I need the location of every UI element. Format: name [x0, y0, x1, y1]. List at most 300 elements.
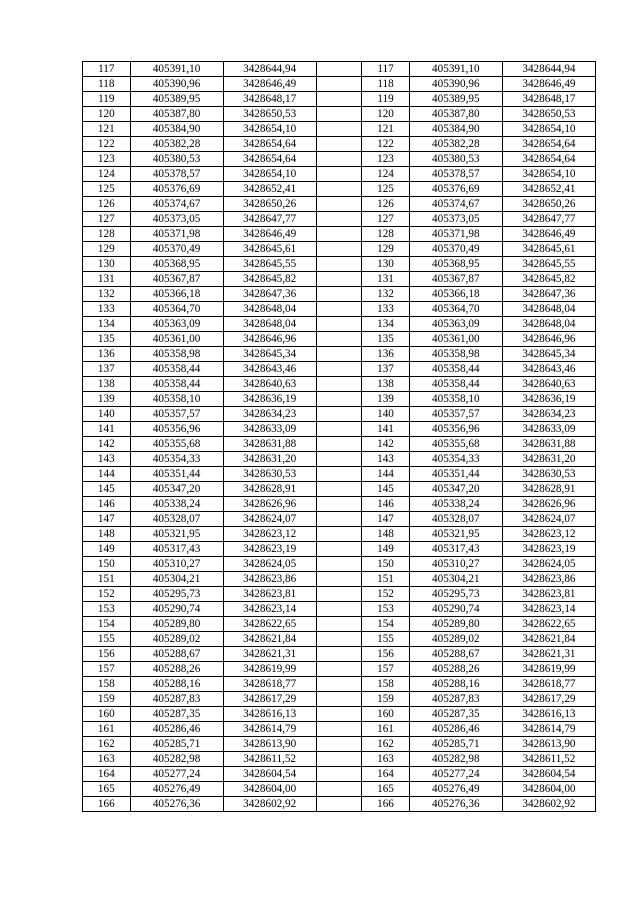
left-point-number-cell: 122	[83, 137, 131, 152]
spacer-cell	[316, 662, 362, 677]
spacer-cell	[316, 692, 362, 707]
table-row	[83, 302, 596, 317]
left-x-coordinate-cell: 405361,00	[130, 332, 223, 347]
right-y-coordinate-cell: 3428626,96	[502, 497, 595, 512]
left-point-number-cell: 139	[83, 392, 131, 407]
left-x-coordinate-cell: 405328,07	[130, 512, 223, 527]
left-y-coordinate-cell: 3428647,77	[223, 212, 316, 227]
right-x-coordinate-cell: 405391,10	[409, 62, 502, 77]
right-x-coordinate-cell: 405289,02	[409, 632, 502, 647]
left-x-coordinate-cell: 405380,53	[130, 152, 223, 167]
right-point-number-cell: 154	[362, 617, 410, 632]
right-x-coordinate-cell: 405295,73	[409, 587, 502, 602]
table-row	[83, 242, 596, 257]
right-point-number-cell: 133	[362, 302, 410, 317]
left-x-coordinate-cell: 405290,74	[130, 602, 223, 617]
right-y-coordinate-cell: 3428604,54	[502, 767, 595, 782]
right-x-coordinate-cell: 405276,36	[409, 797, 502, 812]
right-point-number-cell: 144	[362, 467, 410, 482]
right-x-coordinate-cell: 405347,20	[409, 482, 502, 497]
left-y-coordinate-cell: 3428645,55	[223, 257, 316, 272]
right-x-coordinate-cell: 405389,95	[409, 92, 502, 107]
right-point-number-cell: 147	[362, 512, 410, 527]
right-x-coordinate-cell: 405366,18	[409, 287, 502, 302]
left-x-coordinate-cell: 405390,96	[130, 77, 223, 92]
left-point-number-cell: 141	[83, 422, 131, 437]
spacer-cell	[316, 722, 362, 737]
spacer-cell	[316, 737, 362, 752]
right-point-number-cell: 151	[362, 572, 410, 587]
right-x-coordinate-cell: 405382,28	[409, 137, 502, 152]
left-x-coordinate-cell: 405347,20	[130, 482, 223, 497]
left-y-coordinate-cell: 3428619,99	[223, 662, 316, 677]
left-y-coordinate-cell: 3428604,54	[223, 767, 316, 782]
right-point-number-cell: 146	[362, 497, 410, 512]
left-x-coordinate-cell: 405355,68	[130, 437, 223, 452]
table-row	[83, 227, 596, 242]
spacer-cell	[316, 467, 362, 482]
right-x-coordinate-cell: 405357,57	[409, 407, 502, 422]
left-x-coordinate-cell: 405358,10	[130, 392, 223, 407]
right-point-number-cell: 140	[362, 407, 410, 422]
left-point-number-cell: 153	[83, 602, 131, 617]
right-x-coordinate-cell: 405390,96	[409, 77, 502, 92]
left-x-coordinate-cell: 405321,95	[130, 527, 223, 542]
right-y-coordinate-cell: 3428645,61	[502, 242, 595, 257]
right-x-coordinate-cell: 405351,44	[409, 467, 502, 482]
table-row	[83, 407, 596, 422]
left-point-number-cell: 149	[83, 542, 131, 557]
left-y-coordinate-cell: 3428650,26	[223, 197, 316, 212]
table-row	[83, 437, 596, 452]
right-point-number-cell: 121	[362, 122, 410, 137]
table-row	[83, 122, 596, 137]
right-y-coordinate-cell: 3428645,82	[502, 272, 595, 287]
right-y-coordinate-cell: 3428654,10	[502, 167, 595, 182]
left-x-coordinate-cell: 405368,95	[130, 257, 223, 272]
table-row	[83, 692, 596, 707]
left-y-coordinate-cell: 3428645,82	[223, 272, 316, 287]
spacer-cell	[316, 197, 362, 212]
table-row	[83, 797, 596, 812]
right-x-coordinate-cell: 405355,68	[409, 437, 502, 452]
spacer-cell	[316, 602, 362, 617]
right-x-coordinate-cell: 405321,95	[409, 527, 502, 542]
right-point-number-cell: 145	[362, 482, 410, 497]
left-y-coordinate-cell: 3428631,20	[223, 452, 316, 467]
right-y-coordinate-cell: 3428643,46	[502, 362, 595, 377]
right-point-number-cell: 125	[362, 182, 410, 197]
right-point-number-cell: 129	[362, 242, 410, 257]
left-y-coordinate-cell: 3428646,49	[223, 227, 316, 242]
right-y-coordinate-cell: 3428624,05	[502, 557, 595, 572]
left-y-coordinate-cell: 3428650,53	[223, 107, 316, 122]
spacer-cell	[316, 422, 362, 437]
left-y-coordinate-cell: 3428623,12	[223, 527, 316, 542]
spacer-cell	[316, 512, 362, 527]
left-y-coordinate-cell: 3428623,81	[223, 587, 316, 602]
left-point-number-cell: 130	[83, 257, 131, 272]
right-x-coordinate-cell: 405290,74	[409, 602, 502, 617]
left-x-coordinate-cell: 405358,98	[130, 347, 223, 362]
left-y-coordinate-cell: 3428645,34	[223, 347, 316, 362]
left-point-number-cell: 129	[83, 242, 131, 257]
right-point-number-cell: 163	[362, 752, 410, 767]
left-x-coordinate-cell: 405304,21	[130, 572, 223, 587]
left-y-coordinate-cell: 3428648,17	[223, 92, 316, 107]
right-x-coordinate-cell: 405367,87	[409, 272, 502, 287]
table-row	[83, 722, 596, 737]
left-point-number-cell: 126	[83, 197, 131, 212]
table-row	[83, 707, 596, 722]
spacer-cell	[316, 782, 362, 797]
spacer-cell	[316, 632, 362, 647]
right-x-coordinate-cell: 405371,98	[409, 227, 502, 242]
right-point-number-cell: 158	[362, 677, 410, 692]
left-point-number-cell: 117	[83, 62, 131, 77]
right-x-coordinate-cell: 405373,05	[409, 212, 502, 227]
right-x-coordinate-cell: 405356,96	[409, 422, 502, 437]
table-row	[83, 497, 596, 512]
right-x-coordinate-cell: 405286,46	[409, 722, 502, 737]
left-point-number-cell: 160	[83, 707, 131, 722]
right-y-coordinate-cell: 3428650,26	[502, 197, 595, 212]
left-y-coordinate-cell: 3428623,86	[223, 572, 316, 587]
right-point-number-cell: 164	[362, 767, 410, 782]
right-x-coordinate-cell: 405288,16	[409, 677, 502, 692]
right-y-coordinate-cell: 3428634,23	[502, 407, 595, 422]
left-y-coordinate-cell: 3428630,53	[223, 467, 316, 482]
right-x-coordinate-cell: 405374,67	[409, 197, 502, 212]
spacer-cell	[316, 92, 362, 107]
left-point-number-cell: 156	[83, 647, 131, 662]
left-x-coordinate-cell: 405384,90	[130, 122, 223, 137]
right-point-number-cell: 141	[362, 422, 410, 437]
table-row	[83, 197, 596, 212]
table-row	[83, 152, 596, 167]
right-x-coordinate-cell: 405317,43	[409, 542, 502, 557]
right-point-number-cell: 161	[362, 722, 410, 737]
right-y-coordinate-cell: 3428616,13	[502, 707, 595, 722]
left-point-number-cell: 151	[83, 572, 131, 587]
left-x-coordinate-cell: 405376,69	[130, 182, 223, 197]
left-point-number-cell: 148	[83, 527, 131, 542]
table-row	[83, 587, 596, 602]
spacer-cell	[316, 242, 362, 257]
left-point-number-cell: 157	[83, 662, 131, 677]
spacer-cell	[316, 392, 362, 407]
right-x-coordinate-cell: 405282,98	[409, 752, 502, 767]
spacer-cell	[316, 212, 362, 227]
left-point-number-cell: 120	[83, 107, 131, 122]
left-y-coordinate-cell: 3428636,19	[223, 392, 316, 407]
right-x-coordinate-cell: 405364,70	[409, 302, 502, 317]
spacer-cell	[316, 572, 362, 587]
spacer-cell	[316, 587, 362, 602]
table-row	[83, 737, 596, 752]
right-x-coordinate-cell: 405368,95	[409, 257, 502, 272]
left-x-coordinate-cell: 405289,02	[130, 632, 223, 647]
left-y-coordinate-cell: 3428622,65	[223, 617, 316, 632]
right-y-coordinate-cell: 3428645,34	[502, 347, 595, 362]
left-x-coordinate-cell: 405382,28	[130, 137, 223, 152]
table-row	[83, 467, 596, 482]
right-x-coordinate-cell: 405304,21	[409, 572, 502, 587]
left-point-number-cell: 154	[83, 617, 131, 632]
left-point-number-cell: 159	[83, 692, 131, 707]
right-y-coordinate-cell: 3428618,77	[502, 677, 595, 692]
right-point-number-cell: 122	[362, 137, 410, 152]
right-point-number-cell: 150	[362, 557, 410, 572]
left-y-coordinate-cell: 3428623,19	[223, 542, 316, 557]
left-y-coordinate-cell: 3428652,41	[223, 182, 316, 197]
left-point-number-cell: 125	[83, 182, 131, 197]
left-y-coordinate-cell: 3428644,94	[223, 62, 316, 77]
left-x-coordinate-cell: 405287,35	[130, 707, 223, 722]
table-row	[83, 377, 596, 392]
table-row	[83, 92, 596, 107]
left-x-coordinate-cell: 405317,43	[130, 542, 223, 557]
table-row	[83, 137, 596, 152]
right-y-coordinate-cell: 3428631,88	[502, 437, 595, 452]
left-x-coordinate-cell: 405276,36	[130, 797, 223, 812]
table-row	[83, 62, 596, 77]
left-x-coordinate-cell: 405363,09	[130, 317, 223, 332]
right-point-number-cell: 159	[362, 692, 410, 707]
left-x-coordinate-cell: 405310,27	[130, 557, 223, 572]
spacer-cell	[316, 317, 362, 332]
spacer-cell	[316, 167, 362, 182]
left-point-number-cell: 166	[83, 797, 131, 812]
spacer-cell	[316, 287, 362, 302]
left-y-coordinate-cell: 3428618,77	[223, 677, 316, 692]
left-x-coordinate-cell: 405374,67	[130, 197, 223, 212]
left-y-coordinate-cell: 3428613,90	[223, 737, 316, 752]
right-x-coordinate-cell: 405287,83	[409, 692, 502, 707]
left-point-number-cell: 144	[83, 467, 131, 482]
left-x-coordinate-cell: 405378,57	[130, 167, 223, 182]
spacer-cell	[316, 107, 362, 122]
left-x-coordinate-cell: 405364,70	[130, 302, 223, 317]
table-row	[83, 782, 596, 797]
left-y-coordinate-cell: 3428654,64	[223, 137, 316, 152]
right-x-coordinate-cell: 405288,67	[409, 647, 502, 662]
table-row	[83, 647, 596, 662]
table-row	[83, 422, 596, 437]
left-y-coordinate-cell: 3428647,36	[223, 287, 316, 302]
left-x-coordinate-cell: 405289,80	[130, 617, 223, 632]
spacer-cell	[316, 797, 362, 812]
right-y-coordinate-cell: 3428645,55	[502, 257, 595, 272]
left-y-coordinate-cell: 3428626,96	[223, 497, 316, 512]
spacer-cell	[316, 647, 362, 662]
right-y-coordinate-cell: 3428617,29	[502, 692, 595, 707]
right-point-number-cell: 117	[362, 62, 410, 77]
right-x-coordinate-cell: 405363,09	[409, 317, 502, 332]
right-point-number-cell: 120	[362, 107, 410, 122]
left-point-number-cell: 133	[83, 302, 131, 317]
table-row	[83, 167, 596, 182]
right-point-number-cell: 160	[362, 707, 410, 722]
spacer-cell	[316, 257, 362, 272]
right-y-coordinate-cell: 3428619,99	[502, 662, 595, 677]
right-point-number-cell: 149	[362, 542, 410, 557]
spacer-cell	[316, 227, 362, 242]
right-x-coordinate-cell: 405328,07	[409, 512, 502, 527]
spacer-cell	[316, 362, 362, 377]
table-row	[83, 287, 596, 302]
right-x-coordinate-cell: 405285,71	[409, 737, 502, 752]
table-row	[83, 272, 596, 287]
left-point-number-cell: 118	[83, 77, 131, 92]
right-point-number-cell: 127	[362, 212, 410, 227]
left-point-number-cell: 165	[83, 782, 131, 797]
right-point-number-cell: 165	[362, 782, 410, 797]
table-row	[83, 482, 596, 497]
right-x-coordinate-cell: 405338,24	[409, 497, 502, 512]
left-x-coordinate-cell: 405282,98	[130, 752, 223, 767]
spacer-cell	[316, 332, 362, 347]
left-x-coordinate-cell: 405338,24	[130, 497, 223, 512]
left-y-coordinate-cell: 3428621,31	[223, 647, 316, 662]
right-y-coordinate-cell: 3428646,96	[502, 332, 595, 347]
left-point-number-cell: 145	[83, 482, 131, 497]
right-point-number-cell: 139	[362, 392, 410, 407]
right-y-coordinate-cell: 3428648,04	[502, 302, 595, 317]
left-x-coordinate-cell: 405370,49	[130, 242, 223, 257]
left-x-coordinate-cell: 405285,71	[130, 737, 223, 752]
table-row	[83, 572, 596, 587]
right-y-coordinate-cell: 3428621,84	[502, 632, 595, 647]
left-point-number-cell: 135	[83, 332, 131, 347]
right-y-coordinate-cell: 3428611,52	[502, 752, 595, 767]
right-point-number-cell: 156	[362, 647, 410, 662]
left-y-coordinate-cell: 3428654,10	[223, 122, 316, 137]
left-x-coordinate-cell: 405295,73	[130, 587, 223, 602]
left-y-coordinate-cell: 3428617,29	[223, 692, 316, 707]
table-row	[83, 347, 596, 362]
left-point-number-cell: 132	[83, 287, 131, 302]
table-row	[83, 527, 596, 542]
right-point-number-cell: 142	[362, 437, 410, 452]
spacer-cell	[316, 452, 362, 467]
right-y-coordinate-cell: 3428652,41	[502, 182, 595, 197]
left-y-coordinate-cell: 3428616,13	[223, 707, 316, 722]
spacer-cell	[316, 137, 362, 152]
right-y-coordinate-cell: 3428623,14	[502, 602, 595, 617]
left-x-coordinate-cell: 405358,44	[130, 377, 223, 392]
table-row	[83, 602, 596, 617]
left-y-coordinate-cell: 3428648,04	[223, 317, 316, 332]
spacer-cell	[316, 152, 362, 167]
table-row	[83, 317, 596, 332]
right-x-coordinate-cell: 405358,44	[409, 377, 502, 392]
table-row	[83, 107, 596, 122]
left-point-number-cell: 162	[83, 737, 131, 752]
spacer-cell	[316, 407, 362, 422]
left-point-number-cell: 147	[83, 512, 131, 527]
right-point-number-cell: 132	[362, 287, 410, 302]
right-x-coordinate-cell: 405358,44	[409, 362, 502, 377]
left-y-coordinate-cell: 3428631,88	[223, 437, 316, 452]
right-y-coordinate-cell: 3428650,53	[502, 107, 595, 122]
coordinates-table	[82, 61, 596, 812]
table-row	[83, 557, 596, 572]
right-y-coordinate-cell: 3428622,65	[502, 617, 595, 632]
spacer-cell	[316, 377, 362, 392]
right-y-coordinate-cell: 3428623,12	[502, 527, 595, 542]
right-y-coordinate-cell: 3428654,64	[502, 137, 595, 152]
right-y-coordinate-cell: 3428630,53	[502, 467, 595, 482]
spacer-cell	[316, 767, 362, 782]
left-point-number-cell: 146	[83, 497, 131, 512]
spacer-cell	[316, 122, 362, 137]
left-point-number-cell: 138	[83, 377, 131, 392]
right-point-number-cell: 123	[362, 152, 410, 167]
right-point-number-cell: 119	[362, 92, 410, 107]
left-x-coordinate-cell: 405366,18	[130, 287, 223, 302]
left-point-number-cell: 119	[83, 92, 131, 107]
left-x-coordinate-cell: 405287,83	[130, 692, 223, 707]
spacer-cell	[316, 302, 362, 317]
spacer-cell	[316, 437, 362, 452]
left-x-coordinate-cell: 405276,49	[130, 782, 223, 797]
left-y-coordinate-cell: 3428628,91	[223, 482, 316, 497]
right-x-coordinate-cell: 405378,57	[409, 167, 502, 182]
left-point-number-cell: 163	[83, 752, 131, 767]
left-y-coordinate-cell: 3428646,49	[223, 77, 316, 92]
right-y-coordinate-cell: 3428654,64	[502, 152, 595, 167]
left-y-coordinate-cell: 3428654,64	[223, 152, 316, 167]
right-x-coordinate-cell: 405287,35	[409, 707, 502, 722]
right-y-coordinate-cell: 3428631,20	[502, 452, 595, 467]
left-point-number-cell: 155	[83, 632, 131, 647]
table-row	[83, 767, 596, 782]
table-row	[83, 182, 596, 197]
right-point-number-cell: 157	[362, 662, 410, 677]
spacer-cell	[316, 77, 362, 92]
right-point-number-cell: 153	[362, 602, 410, 617]
right-x-coordinate-cell: 405277,24	[409, 767, 502, 782]
left-point-number-cell: 128	[83, 227, 131, 242]
right-point-number-cell: 135	[362, 332, 410, 347]
right-point-number-cell: 118	[362, 77, 410, 92]
spacer-cell	[316, 347, 362, 362]
table-row	[83, 677, 596, 692]
spacer-cell	[316, 62, 362, 77]
left-y-coordinate-cell: 3428604,00	[223, 782, 316, 797]
right-point-number-cell: 124	[362, 167, 410, 182]
right-point-number-cell: 131	[362, 272, 410, 287]
right-x-coordinate-cell: 405289,80	[409, 617, 502, 632]
left-x-coordinate-cell: 405288,26	[130, 662, 223, 677]
right-point-number-cell: 137	[362, 362, 410, 377]
spacer-cell	[316, 557, 362, 572]
spacer-cell	[316, 182, 362, 197]
spacer-cell	[316, 272, 362, 287]
table-row	[83, 362, 596, 377]
left-y-coordinate-cell: 3428602,92	[223, 797, 316, 812]
right-y-coordinate-cell: 3428640,63	[502, 377, 595, 392]
left-y-coordinate-cell: 3428633,09	[223, 422, 316, 437]
right-point-number-cell: 130	[362, 257, 410, 272]
left-y-coordinate-cell: 3428646,96	[223, 332, 316, 347]
left-y-coordinate-cell: 3428623,14	[223, 602, 316, 617]
right-y-coordinate-cell: 3428647,36	[502, 287, 595, 302]
spacer-cell	[316, 677, 362, 692]
left-point-number-cell: 161	[83, 722, 131, 737]
right-point-number-cell: 128	[362, 227, 410, 242]
